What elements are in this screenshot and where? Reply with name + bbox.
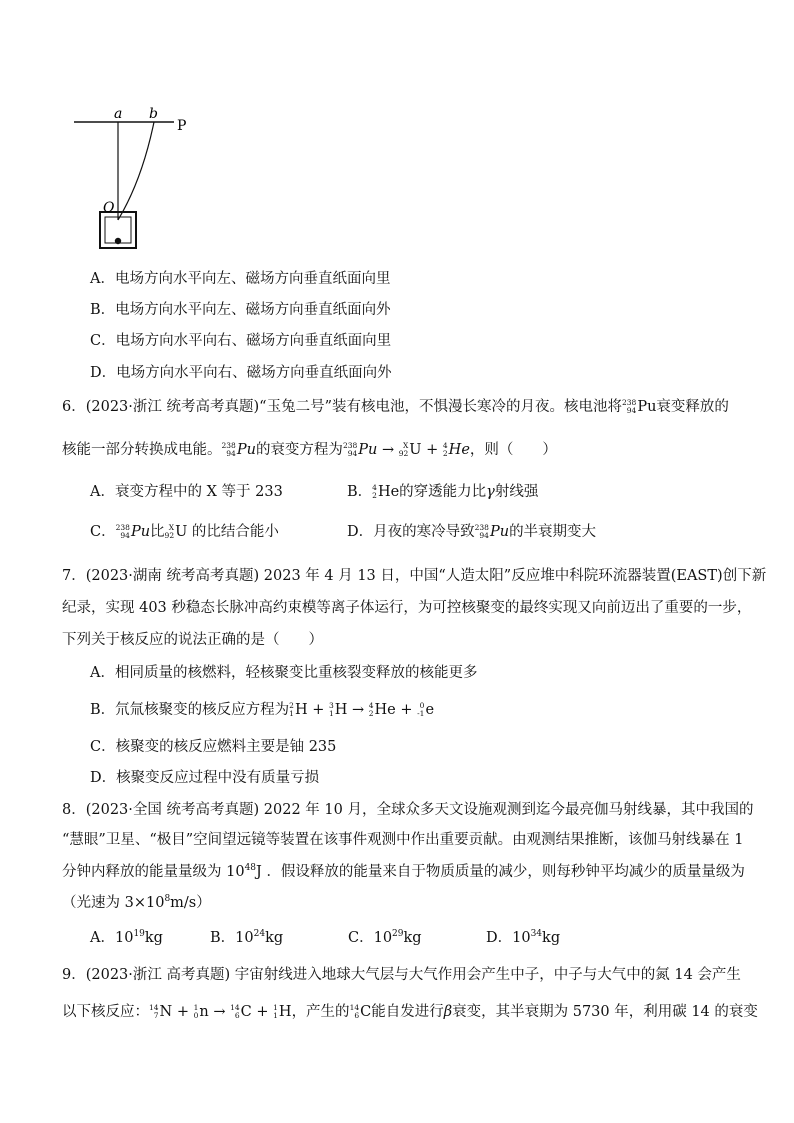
label-a: a — [114, 106, 123, 122]
q7-line3: 下列关于核反应的说法正确的是（ ） — [62, 632, 323, 648]
q5-option-b: B．电场方向水平向左、磁场方向垂直纸面向外 — [90, 302, 391, 318]
q8-option-a: A．$10^{19}kg$ — [90, 929, 163, 946]
q7-option-a: A．相同质量的核燃料，轻核聚变比重核裂变释放的核能更多 — [90, 665, 478, 681]
q8-line4: （光速为 $3\times 10^8m/s$） — [62, 894, 211, 911]
label-b: b — [149, 106, 158, 122]
q6-option-d: D．月夜的寒冷导致 238 94 Pu的半衰期变大 — [347, 523, 597, 540]
q6-line2: 核能一部分转换成电能。 238 94 Pu的衰变方程为 238 94 Pu → X 92 U + 4 2 He，则（ ） — [62, 441, 557, 458]
q9-line2: 以下核反应： 14 7 N + 1 0 n → 14 6 C + 1 1 H，产生的 14 6 C能自发进行β衰变，其半衰期为 5730 年，利用碳 14 的衰变 — [62, 1003, 758, 1020]
q7-option-b: B．氘氚核聚变的核反应方程为 2 1 H + 3 1 H → 4 2 He + 0 -1 e — [90, 701, 435, 718]
q7-line2: 纪录，实现 403 秒稳态长脉冲高约束模等离子体运行，为可控核聚变的最终实现又向前迈出了重要的一步， — [62, 600, 752, 616]
q6-line1: 6．(2023·浙江 统考高考真题)“玉兔二号”装有核电池，不惧漫长寒冷的月夜。核电池将 238 94 Pu衰变释放的 — [62, 398, 729, 415]
q7-option-d: D．核聚变反应过程中没有质量亏损 — [90, 770, 320, 786]
q8-line1: 8．(2023·全国 统考高考真题) 2022 年 10 月，全球众多天文设施观测到迄今最亮伽马射线暴，其中我国的 — [62, 802, 754, 818]
curved-string — [118, 122, 154, 220]
q7-option-c: C．核聚变的核反应燃料主要是铀 235 — [90, 739, 337, 755]
q8-option-c: C．$10^{29}kg$ — [348, 929, 422, 946]
q8-line2: “慧眼”卫星、“极目”空间望远镜等装置在该事件观测中作出重要贡献。由观测结果推断，该伽马射线暴在 1 — [62, 832, 744, 848]
q5-option-c: C．电场方向水平向右、磁场方向垂直纸面向里 — [90, 333, 392, 349]
q8-line3: 分钟内释放的能量量级为 $10^{48}J$ ．假设释放的能量来自于物质质量的减少，则每秒钟平均减少的质量量级为 — [62, 863, 745, 880]
q5-option-a: A．电场方向水平向左、磁场方向垂直纸面向里 — [90, 271, 391, 287]
q6-option-a: A．衰变方程中的 X 等于 233 — [90, 484, 283, 500]
pu238-nuclide: 238 94 — [621, 398, 637, 415]
label-O: O — [103, 200, 115, 216]
q8-option-b: B．$10^{24}kg$ — [210, 929, 284, 946]
q6-option-c: C． 238 94 Pu比 X 92 U 的比结合能小 — [90, 523, 279, 540]
q8-option-d: D．$10^{34}kg$ — [486, 929, 561, 946]
pendulum-figure — [70, 102, 200, 252]
label-P: P — [177, 118, 187, 134]
ball — [115, 238, 121, 244]
q5-option-d: D．电场方向水平向右、磁场方向垂直纸面向外 — [90, 365, 392, 381]
q9-line1: 9．(2023·浙江 高考真题) 宇宙射线进入地球大气层与大气作用会产生中子，中子与大气中的氮 14 会产生 — [62, 967, 741, 983]
q6-option-b: B． 4 2 He的穿透能力比γ射线强 — [347, 483, 539, 500]
q7-line1: 7．(2023·湖南 统考高考真题) 2023 年 4 月 13 日，中国“人造太阳”反应堆中科院环流器装置(EAST)创下新 — [62, 568, 767, 584]
